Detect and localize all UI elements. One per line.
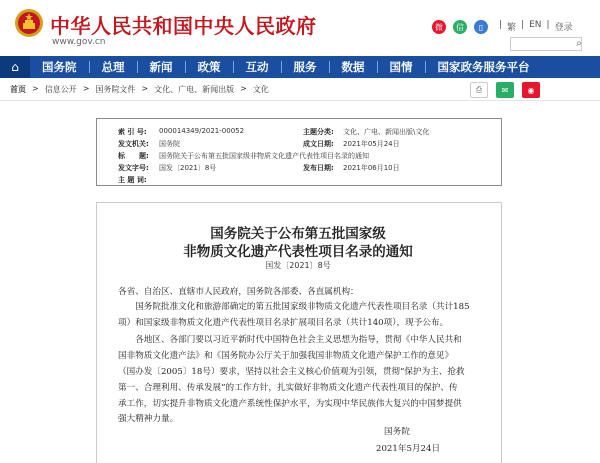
english-link[interactable]: EN [529,20,542,30]
nav-news[interactable]: 新闻 [149,60,173,74]
mobile-icon[interactable]: ▯ [474,20,488,34]
breadcrumb-state-council-docs[interactable]: 国务院文件 [95,85,136,94]
separator: | [546,20,550,30]
meta-published-value: 2021年06月10日 [343,164,400,172]
traditional-chinese-link[interactable]: 繁 [507,23,517,33]
breadcrumb-sep: > [82,84,90,93]
print-icon[interactable]: ⎙ [470,82,488,98]
nav-services[interactable]: 服务 [293,60,317,74]
nav-gov-service-platform[interactable]: 国家政务服务平台 [437,60,530,74]
meta-index-value: 000014349/2021-00052 [159,127,245,135]
breadcrumb-culture[interactable]: 文化 [252,85,269,94]
weibo-icon[interactable]: 微 [432,20,446,34]
signature-date: 2021年5月24日 [376,444,441,454]
meta-issuer-value: 国务院 [159,140,180,148]
login-link[interactable]: 登录 [554,23,573,33]
meta-keywords-label: 主 题 词: [118,176,147,184]
main-nav [30,56,542,78]
home-icon[interactable]: ⌂ [0,56,30,78]
breadcrumb-sep: > [141,84,149,93]
paragraph-2-line-5: 承工作，切实提升非物质文化遗产系统性保护水平，为实现中华民族伟大复兴的中国梦提供 [118,399,462,409]
document-number: 国发〔2021〕8号 [265,261,331,270]
site-title[interactable]: 中华人民共和国中央人民政府 [50,14,317,38]
nav-policy[interactable]: 政策 [197,60,221,74]
paragraph-1-line-2: 项）和国家级非物质文化遗产代表性项目名录扩展项目名录（共计140项），现予公布。 [118,318,449,328]
paragraph-2-line-3: （国办发〔2005〕18号）要求，坚持以社会主义核心价值观为引领，贯彻“保护为主、抢救 [118,367,465,377]
meta-docno-label: 发文字号: [118,164,149,172]
search-icon[interactable]: ⌕ [576,38,582,49]
document-title-line1: 国务院关于公布第五批国家级 [210,226,386,242]
meta-issuer-label: 发文机关: [118,140,149,148]
separator: | [499,20,503,30]
paragraph-2-line-6: 强大精神力量。 [118,414,179,424]
separator: | [521,20,525,30]
meta-title-value: 国务院关于公布第五批国家级非物质文化遗产代表性项目名录的通知 [159,152,369,160]
nav-interaction[interactable]: 互动 [245,60,269,74]
wechat-icon[interactable]: 信 [453,20,467,34]
paragraph-2-line-4: 第一、合理利用、传承发展”的工作方针，扎实做好非物质文化遗产代表性项目的保护、传 [118,383,458,393]
meta-title-label: 标 题: [118,152,149,160]
meta-published-label: 发布日期: [303,164,334,172]
share-toolbar [470,82,540,98]
nav-national-conditions[interactable]: 国情 [389,60,413,74]
language-links [499,20,573,33]
signature: 国务院 [384,427,410,437]
breadcrumb-home[interactable]: 首页 [10,85,26,94]
weibo-share-icon[interactable]: ◉ [522,82,540,98]
paragraph-2-line-2: 国非物质文化遗产法》和《国务院办公厅关于加强我国非物质文化遗产保护工作的意见》 [118,351,454,361]
nav-state-council[interactable]: 国务院 [42,60,77,74]
breadcrumb-sep: > [240,84,247,93]
meta-category-label: 主题分类: [303,128,334,136]
salutation: 各省、自治区、直辖市人民政府，国务院各部委、各直属机构： [118,287,359,297]
nav-premier[interactable]: 总理 [101,60,125,74]
national-emblem-icon [14,8,44,38]
meta-docno-value: 国发〔2021〕8号 [159,164,217,172]
meta-written-label: 成文日期: [303,140,334,148]
wechat-share-icon[interactable]: ✉ [496,82,514,98]
paragraph-1-line-1: 国务院批准文化和旅游部确定的第五批国家级非物质文化遗产代表性项目名录（共计185 [118,302,470,312]
nav-data[interactable]: 数据 [341,60,365,74]
meta-index-label: 索 引 号: [118,128,147,136]
document-title-line2: 非物质文化遗产代表性项目名录的通知 [183,244,413,260]
site-url[interactable]: www.gov.cn [52,37,106,47]
social-links [432,20,488,34]
breadcrumb-info-disclosure[interactable]: 信息公开 [44,85,77,94]
meta-written-value: 2021年05月24日 [343,140,400,148]
breadcrumb [10,84,269,95]
meta-category-value: 文化、广电、新闻出版\文化 [343,128,430,136]
breadcrumb-sep: > [32,84,39,93]
paragraph-2-line-1: 各地区、各部门要以习近平新时代中国特色社会主义思想为指导，贯彻《中华人民共和 [118,335,462,345]
breadcrumb-culture-media[interactable]: 文化、广电、新闻出版 [154,85,235,94]
